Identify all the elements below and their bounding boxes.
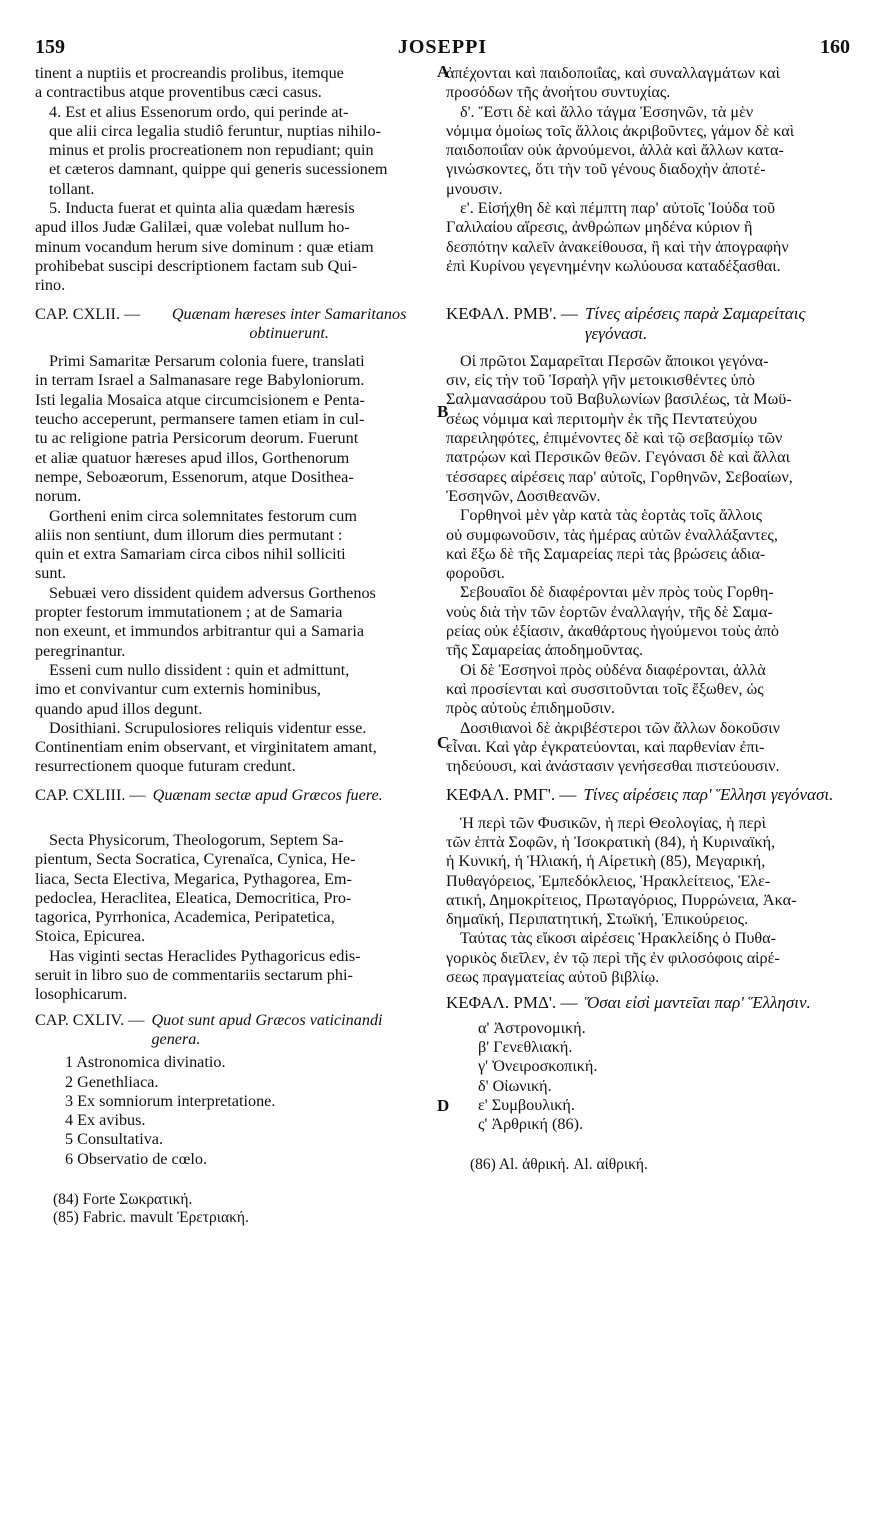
paragraph-heraclides	[446, 929, 850, 987]
line: Σαλμανασάρου τοῦ Βαβυλωνίων βασιλέως, τὰ Μωϋ-	[446, 390, 792, 409]
page-number-left: 159	[35, 36, 65, 58]
line: Stoica, Epicurea.	[35, 927, 146, 946]
line: que alii circa legalia studiô feruntur, nuptias nihilo-	[49, 121, 381, 140]
line: οὐ συμφωνοῦσιν, τὰς ἡμέρας αὐτῶν ἐναλλάξαντες,	[446, 525, 778, 544]
margin-letter-b: B	[437, 402, 449, 421]
line: minum vocandum herum sive dominum : quæ etiam	[35, 237, 374, 256]
line: in terram Israel a Salmanasare rege Babyloniorum.	[35, 371, 365, 390]
chapter-title: Quænam sectæ apud Græcos fuere.	[152, 785, 383, 804]
line: Isti legalia Mosaica atque circumcisionem e Penta-	[35, 390, 365, 409]
list-item: 3 Ex somniorum interpretatione.	[65, 1091, 276, 1110]
paragraph-4	[35, 103, 431, 199]
margin-letter-d: D	[437, 1096, 450, 1115]
line: seruit in libro suo de commentariis sectarum phi-	[35, 966, 353, 985]
line: Γορθηνοὶ μὲν γὰρ κατὰ τὰς ἑορτὰς τοῖς ἄλλοις	[460, 506, 762, 525]
chapter-label: ΚΕΦΑΛ. ΡΜΒ'. —	[446, 304, 578, 324]
line: Οἱ δὲ Ἐσσηνοὶ πρὸς οὐδένα διαφέρονται, ἀλλὰ	[460, 660, 766, 679]
line: imo et convivantur cum externis hominibus,	[35, 680, 321, 699]
chapter-label: CAP. CXLIV. —	[35, 1010, 145, 1029]
running-title: JOSEPPI	[397, 36, 488, 58]
line: τέσσαρες αἱρέσεις παρ' αὐτοῖς, Γορθηνῶν, Σεβοαίων,	[446, 467, 793, 486]
line: quin et extra Samariam circa cibos nihil solliciti	[35, 545, 346, 564]
line: γινώσκοντες, ὅτι τὴν τοῦ γένους διαδοχὴν ἀποτέ-	[446, 160, 766, 179]
line: tollant.	[49, 179, 95, 198]
footnote-85: (85) Fabric. mavult Ἐρετριακή.	[53, 1208, 249, 1226]
line: 4. Est et alius Essenorum ordo, qui perinde at-	[49, 102, 349, 121]
line: minus et prolis procreationem non repudiant; quin	[49, 141, 374, 160]
chapter-title: Quot sunt apud Græcos vaticinandi genera.	[151, 1010, 383, 1048]
line: pientum, Secta Socratica, Cyrenaïca, Cynica, He-	[35, 850, 356, 869]
line: Dosithiani. Scrupulosiores reliquis videntur esse.	[49, 718, 367, 737]
paragraph-5	[446, 199, 850, 276]
chapter-heading-142	[35, 305, 431, 344]
list-item: α' Ἀστρονομική.	[478, 1018, 586, 1037]
line: σιν, εἰς τὴν τοῦ Ἰσραὴλ γῆν μετοικισθέντες ὑπὸ	[446, 371, 755, 390]
list-item: 2 Genethliaca.	[65, 1072, 159, 1091]
latin-column	[35, 64, 431, 1226]
paragraph-4	[446, 103, 850, 199]
line: παιδοποιΐαν οὐκ ἀρνούμενοι, ἀλλὰ καὶ ἄλλων κατα-	[446, 141, 784, 160]
line: resurrectionem quoque futuram credunt.	[35, 757, 296, 776]
chapter-title: Quænam hæreses inter Samaritanos obtinuerunt.	[171, 304, 407, 342]
chapter-heading-144	[35, 1011, 431, 1050]
paragraph-continuation	[446, 64, 850, 103]
line: tinent a nuptiis et procreandis prolibus, itemque	[35, 64, 344, 82]
chapter-label: CAP. CXLIII. —	[35, 785, 146, 804]
paragraph-gortheni	[35, 507, 431, 584]
line: ἐπὶ Κυρίνου γεγενημένην κωλύουσα καταδέξασθαι.	[446, 256, 781, 275]
list-item: 6 Observatio de cœlo.	[65, 1149, 208, 1168]
line: Γαλιλαίου αἵρεσις, ἀνθρώπων μηδένα κύριον ἢ	[446, 218, 753, 237]
line: εἶναι. Καὶ γὰρ ἐγκρατεύονται, καὶ παρθενίαν ἐπι-	[446, 737, 765, 756]
chapter-title: Τίνες αἱρέσεις παρ' Ἕλλησι γεγόνασι.	[583, 785, 834, 805]
page-number-right: 160	[820, 36, 850, 58]
line: tagorica, Pyrrhonica, Academica, Peripatetica,	[35, 908, 335, 927]
paragraph-sectae	[35, 831, 431, 947]
line: aliis non sentiunt, dum illorum dies permutant :	[35, 525, 343, 544]
line: Πυθαγόρειος, Ἐμπεδόκλειος, Ἡρακλείτειος, Ἐλε-	[446, 871, 771, 890]
line: προσόδων τῆς ἀνοήτου συντυχίας.	[446, 83, 671, 102]
margin-letter-c: C	[437, 733, 450, 752]
chapter-label: ΚΕΦΑΛ. ΡΜΓ'. —	[446, 785, 577, 805]
line: ε'. Εἰσήχθη δὲ καὶ πέμπτη παρ' αὐτοῖς Ἰούδα τοῦ	[460, 199, 775, 218]
line: rino.	[35, 276, 66, 295]
line: quando apud illos degunt.	[35, 699, 203, 718]
list-item: ς' Ἀρθρική (86).	[478, 1115, 584, 1134]
list-item: ε' Συμβουλική.	[478, 1095, 575, 1114]
line: δεσπότην καλεῖν ἀνακείθουσα, ἢ καὶ τὴν ἀπογραφὴν	[446, 237, 789, 256]
chapter-title: Ὅσαι εἰσὶ μαντεῖαι παρ' Ἕλλησιν.	[584, 993, 811, 1013]
line: et cæteros damnant, quippe qui generis sucessionem	[49, 160, 388, 179]
line: losophicarum.	[35, 985, 128, 1004]
line: δ'. Ἔστι δὲ καὶ ἄλλο τάγμα Ἐσσηνῶν, τὰ μὲν	[460, 102, 754, 121]
line: τῆς Σαμαρείας ἀποδημοῦντας.	[446, 641, 644, 660]
line: ρείας οὐκ ἐξίασιν, ἀκαθάρτους ἡγούμενοι τοὺς ἀπὸ	[446, 622, 780, 641]
footnote-84: (84) Forte Σωκρατική.	[53, 1191, 193, 1209]
line: Ἐσσηνῶν, Δοσιθεανῶν.	[446, 486, 601, 505]
paragraph-sectae	[446, 814, 850, 930]
list-item: δ' Οἰωνική.	[478, 1076, 552, 1095]
line: non exeunt, et immundos arbitrantur qui a Samaria	[35, 622, 365, 641]
line: liaca, Secta Electiva, Megarica, Pythagorea, Em-	[35, 869, 352, 888]
paragraph-samaritans	[35, 352, 431, 506]
paragraph-5	[35, 199, 431, 295]
line: Secta Physicorum, Theologorum, Septem Sa-	[49, 830, 344, 849]
chapter-heading-142	[446, 304, 850, 343]
paragraph-sebuaei	[35, 584, 431, 661]
line: Ταύτας τὰς εἴκοσι αἱρέσεις Ἡρακλείδης ὁ Πυθα-	[460, 929, 777, 948]
line: Primi Samaritæ Persarum colonia fuere, translati	[49, 352, 365, 371]
line: pedoclea, Heraclitea, Eleatica, Democritica, Pro-	[35, 888, 352, 907]
paragraph-esseni	[35, 661, 431, 719]
line: norum.	[35, 487, 82, 506]
line: φοροῦσι.	[446, 564, 505, 583]
line: tu ac religione patria Persicorum deorum. Fuerunt	[35, 429, 359, 448]
list-item: 1 Astronomica divinatio.	[65, 1053, 226, 1072]
paragraph-continuation	[35, 64, 431, 103]
line: 5. Inducta fuerat et quinta alia quædam hæresis	[49, 199, 355, 218]
chapter-label: ΚΕΦΑΛ. ΡΜΔ'. —	[446, 993, 578, 1013]
list-item: 5 Consultativa.	[65, 1130, 164, 1149]
list-item: 4 Ex avibus.	[65, 1111, 146, 1130]
line: τηδεύουσι, καὶ ἀνάστασιν γενήσεσθαι πιστεύουσιν.	[446, 757, 780, 776]
paragraph-dosithiani	[446, 719, 850, 777]
paragraph-esseni	[446, 661, 850, 719]
line: Esseni cum nullo dissident : quin et admittunt,	[49, 660, 350, 679]
line: Δοσιθιανοὶ δὲ ἀκριβέστεροι τῶν ἄλλων δοκοῦσιν	[460, 718, 780, 737]
line: μνουσιν.	[446, 179, 503, 198]
line: peregrinantur.	[35, 641, 126, 660]
line: ἀπέχονται καὶ παιδοποιΐας, καὶ συναλλαγμάτων καὶ	[446, 64, 780, 82]
paragraph-heraclides	[35, 947, 431, 1005]
line: Οἱ πρῶτοι Σαμαρεῖται Περσῶν ἄποικοι γεγόνα-	[460, 351, 769, 370]
line: Σεβουαῖοι δὲ διαφέρονται μὲν πρὸς τοὺς Γορθη-	[460, 583, 774, 602]
line: σεως πραγματείας αὐτοῦ βιβλίῳ.	[446, 968, 660, 987]
line: νόμιμα ὁμοίως τοῖς ἄλλοις ἀκριβοῦντες, γάμον δὲ καὶ	[446, 121, 795, 140]
chapter-heading-143	[35, 786, 431, 805]
list-item: γ' Ὀνειροσκοπική.	[478, 1057, 598, 1076]
paragraph-samaritans	[446, 352, 850, 506]
greek-column	[446, 64, 850, 1174]
line: prohibebat suscipi descriptionem factam sub Qui-	[35, 256, 358, 275]
line: παρειληφότες, ἐπιμένοντες δὲ καὶ τῷ σεβασμίῳ τῶν	[446, 429, 783, 448]
line: Ἡ περὶ τῶν Φυσικῶν, ἡ περὶ Θεολογίας, ἡ περὶ	[460, 813, 766, 832]
chapter-title: Τίνες αἱρέσεις παρὰ Σαμαρείταις γεγόνασι.	[584, 304, 806, 343]
line: καὶ ἔξω δὲ τῆς Σαμαρείας περὶ τὰς βρώσεις ἀδια-	[446, 544, 766, 563]
footnote-86: (86) Al. ἀθρική. Al. αἰθρική.	[470, 1156, 648, 1174]
line: apud illos Judæ Galilæi, quæ volebat nullum ho-	[35, 218, 350, 237]
line: γορικὸς διεῖλεν, ἐν τῷ περὶ τῆς ἐν φιλοσόφοις αἱρέ-	[446, 948, 780, 967]
line: et aliæ quatuor hæreses apud illos, Gorthenorum	[35, 448, 350, 467]
line: Continentiam enim observant, et virginitatem amant,	[35, 738, 377, 757]
chapter-heading-143	[446, 785, 850, 804]
line: πατρῴων καὶ Περσικῶν θεῶν. Γεγόνασι δὲ καὶ ἄλλαι	[446, 448, 790, 467]
line: σέως νόμιμα καὶ περιτομὴν ἐκ τῆς Πεντατεύχου	[446, 409, 758, 428]
line: ατική, Δημοκρίτειος, Πρωταγόριος, Πυρρώνεια, Ἀκα-	[446, 890, 797, 909]
line: Has viginti sectas Heraclides Pythagoricus edis-	[49, 946, 361, 965]
line: nempe, Seboæorum, Essenorum, atque Dosithea-	[35, 467, 354, 486]
list-item: β' Γενεθλιακή.	[478, 1037, 573, 1056]
paragraph-sebuaei	[446, 583, 850, 660]
line: ἡ Κυνική, ἡ Ἡλιακή, ἡ Αἱρετικὴ (85), Μεγαρική,	[446, 852, 766, 871]
line: Gortheni enim circa solemnitates festorum cum	[49, 506, 357, 525]
paragraph-dosithiani	[35, 719, 431, 777]
paragraph-gortheni	[446, 506, 850, 583]
line: Sebuæi vero dissident quidem adversus Gorthenos	[49, 583, 376, 602]
line: sunt.	[35, 564, 67, 583]
line: δημαϊκή, Περιπατητική, Στωϊκή, Ἐπικούρειος.	[446, 910, 749, 929]
chapter-label: CAP. CXLII. —	[35, 304, 141, 323]
running-header	[35, 36, 850, 64]
chapter-heading-144	[446, 993, 850, 1012]
line: νοὺς διὰ τὴν τῶν ἑορτῶν ἐναλλαγήν, τῆς δὲ Σαμα-	[446, 602, 773, 621]
line: τῶν ἑπτὰ Σοφῶν, ἡ Ἰσοκρατικὴ (84), ἡ Κυριναϊκή,	[446, 832, 776, 851]
margin-letter-a: A	[437, 62, 450, 81]
line: πρὸς αὐτοὺς ἐπιδημοῦσιν.	[446, 699, 616, 718]
line: propter festorum immutationem ; at de Samaria	[35, 603, 343, 622]
line: a contractibus atque proventibus cæci casus.	[35, 83, 322, 102]
line: καὶ προσίενται καὶ συσσιτοῦνται τοῖς ἔξωθεν, ὡς	[446, 679, 764, 698]
line: teucho acceperunt, permansere tamen etiam in cul-	[35, 410, 365, 429]
